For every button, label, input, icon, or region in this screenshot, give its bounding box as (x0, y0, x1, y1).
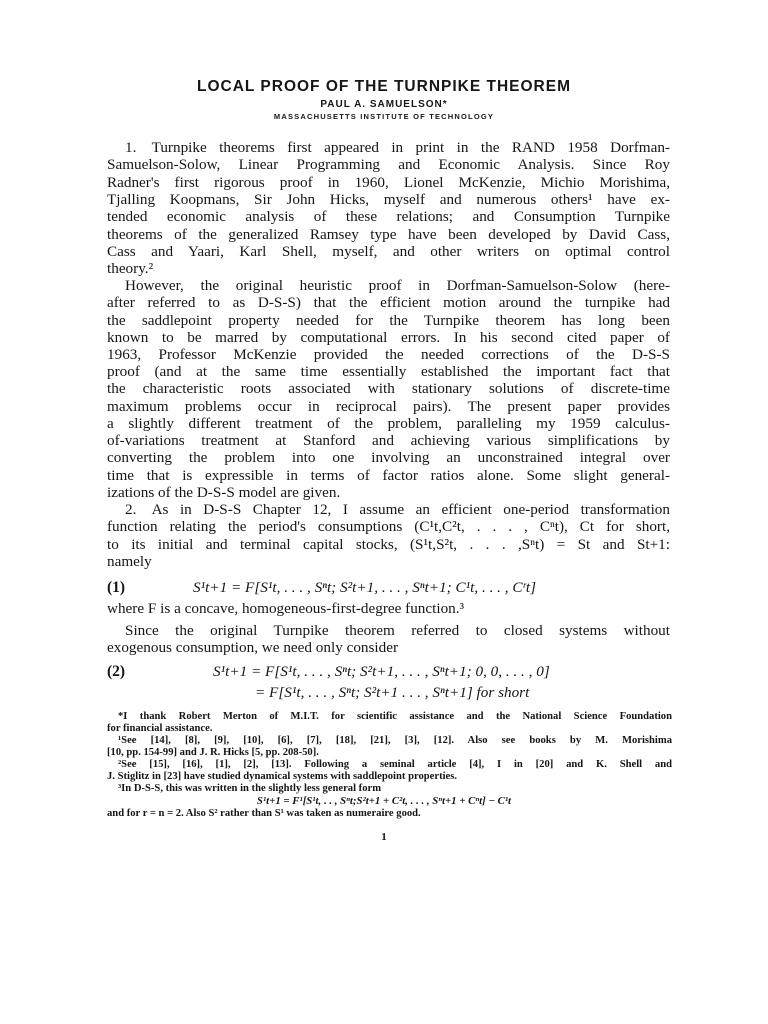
body-line: 2. As in D-S-S Chapter 12, I assume an efficient one-period transformation (125, 501, 670, 518)
footnote-equation: S¹t+1 = F¹[S¹t, . . , Sⁿt;S²t+1 + C²t, . . . , Sⁿt+1 + Cⁿt] − C¹t (256, 795, 512, 807)
body-line: Since the original Turnpike theorem referred to closed systems without (125, 622, 670, 639)
body-line: converting the problem into one involving an unconstrained integral over (107, 449, 670, 466)
body-line: 1963, Professor McKenzie provided the needed corrections of the D-S-S (107, 346, 670, 363)
body-line: the saddlepoint property needed for the Turnpike theorem has long been (107, 312, 670, 329)
footnote-line: [10, pp. 154-99] and J. R. Hicks [5, pp. 208-50]. (107, 747, 319, 758)
page-number: 1 (381, 831, 387, 843)
body-line: maximum problems occur in reciprocal pairs). The present paper provides (107, 398, 670, 415)
author-affiliation: MASSACHUSETTS INSTITUTE OF TECHNOLOGY (273, 112, 495, 121)
author-name: PAUL A. SAMUELSON* (320, 99, 448, 110)
body-line: to its initial and terminal capital stocks, (S¹t,S²t, . . . ,Sⁿt) = St and St+1: (107, 536, 670, 553)
body-line: theorems of the generalized Ramsey type have been developed by David Cass, (107, 226, 670, 243)
body-line: Samuelson-Solow, Linear Programming and Economic Analysis. Since Roy (107, 156, 670, 173)
body-line: exogenous consumption, we need only consider (107, 639, 399, 656)
equation-1: S¹t+1 = F[S¹t, . . . , Sⁿt; S²t+1, . . . , Sⁿt+1; C¹t, . . . , Cʳt] (193, 579, 537, 596)
body-line: izations of the D-S-S model are given. (107, 484, 341, 501)
footnote-line: ²See [15], [16], [1], [2], [13]. Following a seminal article [4], I in [20] and K. Shell and (118, 759, 672, 770)
body-line: Tjalling Koopmans, Sir John Hicks, myself and numerous others¹ have ex- (107, 191, 670, 208)
body-line: known to be marred by computational errors. In his second cited paper of (107, 329, 670, 346)
equation-2-line-1: S¹t+1 = F[S¹t, . . . , Sⁿt; S²t+1, . . . , Sⁿt+1; 0, 0, . . . , 0] (213, 663, 550, 680)
paper-title: LOCAL PROOF OF THE TURNPIKE THEOREM (197, 78, 571, 95)
body-line: proof (and at the same time essentially established the important fact that (107, 363, 670, 380)
body-line: namely (107, 553, 152, 570)
body-line: a slightly different treatment of the problem, paralleling my 1959 calculus- (107, 415, 670, 432)
footnote-line: ³In D-S-S, this was written in the slightly less general form (118, 783, 382, 794)
body-line: of-variations treatment at Stanford and achieving various simplifications by (107, 432, 670, 449)
equation-1-label: (1) (107, 579, 126, 596)
body-line: 1. Turnpike theorems first appeared in print in the RAND 1958 Dorfman- (125, 139, 670, 156)
body-line: However, the original heuristic proof in Dorfman-Samuelson-Solow (here- (125, 277, 670, 294)
body-line: time that is expressible in terms of factor ratios alone. Some slight general- (107, 467, 670, 484)
body-line: theory.² (107, 260, 154, 277)
body-line: function relating the period's consumptions (C¹t,C²t, . . . , Cⁿt), Ct for short, (107, 518, 670, 535)
footnote-line: *I thank Robert Merton of M.I.T. for scientific assistance and the National Science Foundation (118, 711, 672, 722)
body-line: Cass and Yaari, Karl Shell, myself, and other writers on optimal control (107, 243, 670, 260)
footnote-line: J. Stiglitz in [23] have studied dynamical systems with saddlepoint properties. (107, 771, 458, 782)
footnote-line: and for r = n = 2. Also S² rather than S¹ was taken as numeraire good. (107, 808, 421, 819)
equation-2-label: (2) (107, 663, 126, 680)
equation-2-line-2: = F[S¹t, . . . , Sⁿt; S²t+1 . . . , Sⁿt+1] for short (255, 684, 530, 701)
body-line: after referred to as D-S-S) that the efficient motion around the turnpike had (107, 294, 670, 311)
footnote-line: for financial assistance. (107, 723, 213, 734)
body-line: tended economic analysis of these relations; and Consumption Turnpike (107, 208, 670, 225)
footnote-line: ¹See [14], [8], [9], [10], [6], [7], [18], [21], [3], [12]. Also see books by M. Morishima (118, 735, 672, 746)
body-line: where F is a concave, homogeneous-first-degree function.³ (107, 600, 465, 617)
body-line: the characteristic roots associated with stationary solutions of discrete-time (107, 380, 670, 397)
body-line: Radner's first rigorous proof in 1960, Lionel McKenzie, Michio Morishima, (107, 174, 670, 191)
